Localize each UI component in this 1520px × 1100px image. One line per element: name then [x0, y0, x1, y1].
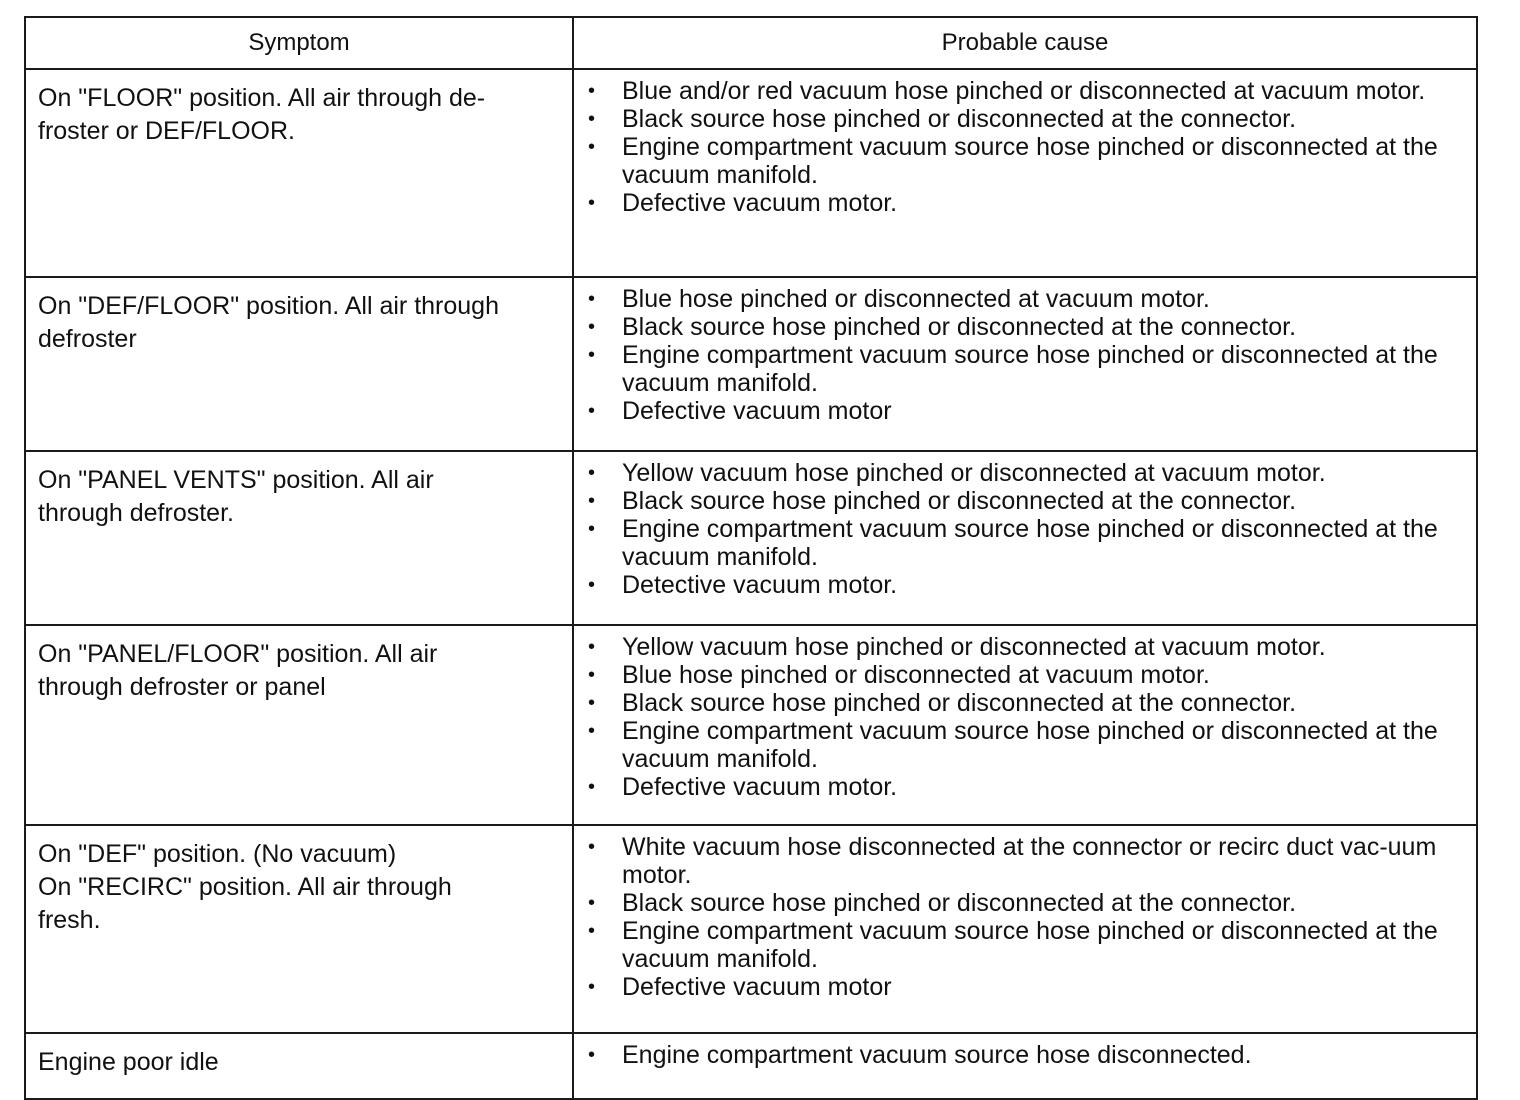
symptom-line: On "RECIRC" position. All air through — [38, 873, 452, 901]
cause-text: Yellow vacuum hose pinched or disconnected at vacuum motor. — [622, 633, 1326, 661]
cause-text: Defective vacuum motor — [622, 973, 892, 1001]
list-item — [586, 773, 1466, 801]
header-row — [25, 17, 1477, 69]
list-item — [586, 397, 1466, 425]
troubleshooting-table — [24, 16, 1478, 1100]
cause-text: Black source hose pinched or disconnected at the connector. — [622, 889, 1297, 917]
bullet-icon: • — [588, 720, 596, 742]
list-item — [586, 341, 1466, 397]
bullet-icon: • — [588, 692, 596, 714]
bullet-icon: • — [588, 136, 596, 158]
cause-cell — [573, 69, 1477, 277]
bullet-icon: • — [588, 80, 596, 102]
cause-text: Blue hose pinched or disconnected at vacuum motor. — [622, 285, 1210, 313]
symptom-line: On "PANEL/FLOOR" position. All air — [38, 640, 438, 668]
symptom-cell — [25, 277, 573, 451]
symptom-line: On "DEF" position. (No vacuum) — [38, 840, 397, 868]
cause-text: Blue and/or red vacuum hose pinched or disconnected at vacuum motor. — [622, 77, 1426, 105]
symptom-line: froster or DEF/FLOOR. — [38, 117, 295, 145]
list-item — [586, 571, 1466, 599]
table-row — [25, 1033, 1477, 1099]
cause-list — [586, 77, 1466, 217]
cause-text: Black source hose pinched or disconnected at the connector. — [622, 689, 1297, 717]
cause-list — [586, 633, 1466, 801]
list-item — [586, 917, 1466, 973]
list-item — [586, 285, 1466, 313]
bullet-icon: • — [588, 776, 596, 798]
cause-text: Black source hose pinched or disconnected at the connector. — [622, 487, 1297, 515]
bullet-icon: • — [588, 920, 596, 942]
cause-text: White vacuum hose disconnected at the connector or recirc duct vac-uum motor. — [622, 833, 1437, 889]
bullet-icon: • — [588, 1044, 596, 1066]
cause-list — [586, 459, 1466, 599]
symptom-cell — [25, 1033, 573, 1099]
list-item — [586, 689, 1466, 717]
cause-list — [586, 285, 1466, 425]
list-item — [586, 633, 1466, 661]
cause-text: Defective vacuum motor. — [622, 189, 898, 217]
symptom-line: Engine poor idle — [38, 1048, 219, 1076]
bullet-icon: • — [588, 518, 596, 540]
bullet-icon: • — [588, 400, 596, 422]
cause-cell — [573, 825, 1477, 1033]
bullet-icon: • — [588, 192, 596, 214]
list-item — [586, 189, 1466, 217]
cause-text: Defective vacuum motor — [622, 397, 892, 425]
symptom-line: On "DEF/FLOOR" position. All air through — [38, 292, 499, 320]
list-item — [586, 515, 1466, 571]
cause-cell — [573, 625, 1477, 825]
symptom-line: through defroster or panel — [38, 673, 326, 701]
list-item — [586, 133, 1466, 189]
table-row — [25, 825, 1477, 1033]
bullet-icon: • — [588, 108, 596, 130]
list-item — [586, 459, 1466, 487]
bullet-icon: • — [588, 976, 596, 998]
cause-text: Engine compartment vacuum source hose pinched or disconnected at the vacuum manifold. — [622, 515, 1438, 571]
cause-text: Engine compartment vacuum source hose pinched or disconnected at the vacuum manifold. — [622, 717, 1438, 773]
cause-text: Engine compartment vacuum source hose pinched or disconnected at the vacuum manifold. — [622, 917, 1438, 973]
symptom-line: through defroster. — [38, 499, 234, 527]
cause-text: Defective vacuum motor. — [622, 773, 898, 801]
cause-list — [586, 833, 1466, 1001]
list-item — [586, 313, 1466, 341]
list-item — [586, 717, 1466, 773]
symptom-cell — [25, 625, 573, 825]
list-item — [586, 833, 1466, 889]
cause-text: Engine compartment vacuum source hose pinched or disconnected at the vacuum manifold. — [622, 341, 1438, 397]
list-item — [586, 105, 1466, 133]
list-item — [586, 973, 1466, 1001]
cause-text: Blue hose pinched or disconnected at vacuum motor. — [622, 661, 1210, 689]
symptom-line: defroster — [38, 325, 137, 353]
cause-text: Engine compartment vacuum source hose disconnected. — [622, 1041, 1252, 1069]
symptom-line: fresh. — [38, 906, 101, 934]
bullet-icon: • — [588, 664, 596, 686]
list-item — [586, 661, 1466, 689]
list-item — [586, 487, 1466, 515]
cause-text: Detective vacuum motor. — [622, 571, 898, 599]
cause-cell — [573, 451, 1477, 625]
bullet-icon: • — [588, 344, 596, 366]
table-row — [25, 69, 1477, 277]
symptom-cell — [25, 69, 573, 277]
list-item — [586, 77, 1466, 105]
list-item — [586, 1041, 1466, 1069]
symptom-header: Symptom — [25, 17, 573, 69]
cause-list — [586, 1041, 1466, 1069]
symptom-cell — [25, 825, 573, 1033]
bullet-icon: • — [588, 636, 596, 658]
symptom-line: On "FLOOR" position. All air through de- — [38, 84, 486, 112]
bullet-icon: • — [588, 490, 596, 512]
bullet-icon: • — [588, 574, 596, 596]
probable-cause-header: Probable cause — [573, 17, 1477, 69]
table-row — [25, 277, 1477, 451]
symptom-line: On "PANEL VENTS" position. All air — [38, 466, 434, 494]
cause-cell — [573, 277, 1477, 451]
table-row — [25, 625, 1477, 825]
list-item — [586, 889, 1466, 917]
bullet-icon: • — [588, 316, 596, 338]
bullet-icon: • — [588, 836, 596, 858]
cause-text: Black source hose pinched or disconnected at the connector. — [622, 313, 1297, 341]
cause-cell — [573, 1033, 1477, 1099]
symptom-cell — [25, 451, 573, 625]
cause-text: Engine compartment vacuum source hose pinched or disconnected at the vacuum manifold. — [622, 133, 1438, 189]
bullet-icon: • — [588, 892, 596, 914]
table-row — [25, 451, 1477, 625]
bullet-icon: • — [588, 288, 596, 310]
cause-text: Yellow vacuum hose pinched or disconnected at vacuum motor. — [622, 459, 1326, 487]
cause-text: Black source hose pinched or disconnected at the connector. — [622, 105, 1297, 133]
bullet-icon: • — [588, 462, 596, 484]
